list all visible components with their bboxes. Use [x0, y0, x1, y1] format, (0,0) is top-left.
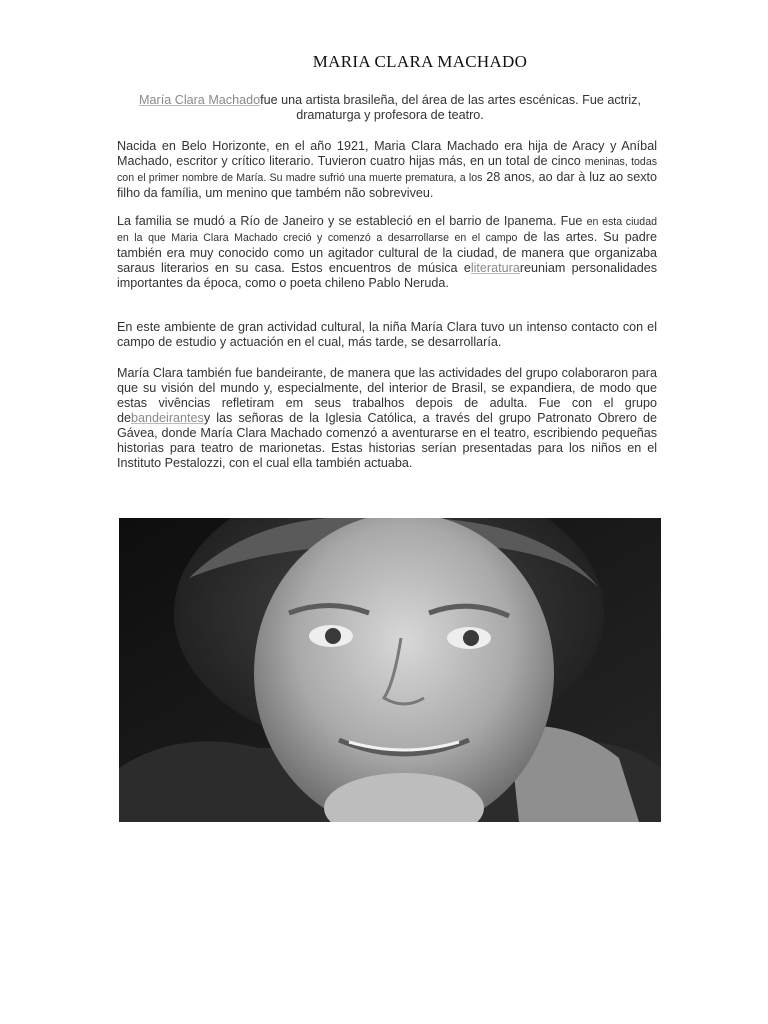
paragraph-bandeirante: [117, 366, 657, 471]
link-literatura[interactable]: literatura: [470, 261, 520, 275]
portrait-illustration: [119, 518, 661, 822]
paragraph-bandeirante-part-a: María Clara también fue bandeirante, de manera que las actividades del grupo colaboraron para que su visión del mundo y, especialmente, del interior de Brasil, se expandiera, de modo que estas vivências refletiram em seus trabalhos depois de adulta. Fue con el grupo de: [117, 366, 657, 425]
paragraph-bandeirante-part-b: y las señoras de la Iglesia Católica, a través del grupo Patronato Obrero de Gávea, donde María Clara Machado comenzó a aventurarse en el teatro, escribiendo pequeñas historias para teatro de marionetas. Estas historias serían presentadas para los niños en el Instituto Pestalozzi, con el cual ella también actuaba.: [117, 411, 657, 470]
paragraph-family-part-c: de las artes. Su padre también era muy conocido como un agitador cultural de la ciudad, de manera que organizaba saraus literarios en su casa. Estos encuentros de música e: [117, 230, 657, 275]
portrait-photo: [119, 518, 661, 822]
link-bandeirantes[interactable]: bandeirantes: [131, 411, 204, 425]
paragraph-birth-part-b: meninas, todas con el primer nombre de María. Su madre sufrió una muerte prematura, a los: [117, 156, 658, 184]
paragraph-birth-part-c: 28 anos, ao dar à luz ao sexto filho da família, um menino que também não sobreviveu.: [117, 170, 657, 200]
paragraph-birth-part-a: Nacida en Belo Horizonte, en el año 1921, Maria Clara Machado era hija de Aracy y Aníbal Machado, escritor y crítico literario. Tuvieron cuatro hijas más, en un total de cinco: [117, 139, 657, 168]
paragraph-family-part-b: en esta ciudad en la que Maria Clara Machado creció y comenzó a desarrollarse en el campo: [117, 216, 657, 244]
page-title: MARIA CLARA MACHADO: [312, 52, 528, 71]
intro-paragraph: [130, 93, 650, 123]
paragraph-family-part-d: reuniam personalidades importantes da época, como o poeta chileno Pablo Neruda.: [117, 261, 658, 290]
paragraph-birth: [117, 139, 657, 201]
paragraph-cultural-environment: En este ambiente de gran actividad cultural, la niña María Clara tuvo un intenso contacto con el campo de estudio y actuación en el cual, más tarde, se desarrollaría.: [117, 320, 657, 349]
intro-link-maria-clara-machado[interactable]: María Clara Machado: [139, 93, 261, 107]
paragraph-family: [117, 214, 657, 291]
intro-text: fue una artista brasileña, del área de las artes escénicas. Fue actriz, dramaturga y profesora de teatro.: [260, 93, 641, 122]
paragraph-family-part-a: La familia se mudó a Río de Janeiro y se estableció en el barrio de Ipanema. Fue: [117, 214, 583, 228]
